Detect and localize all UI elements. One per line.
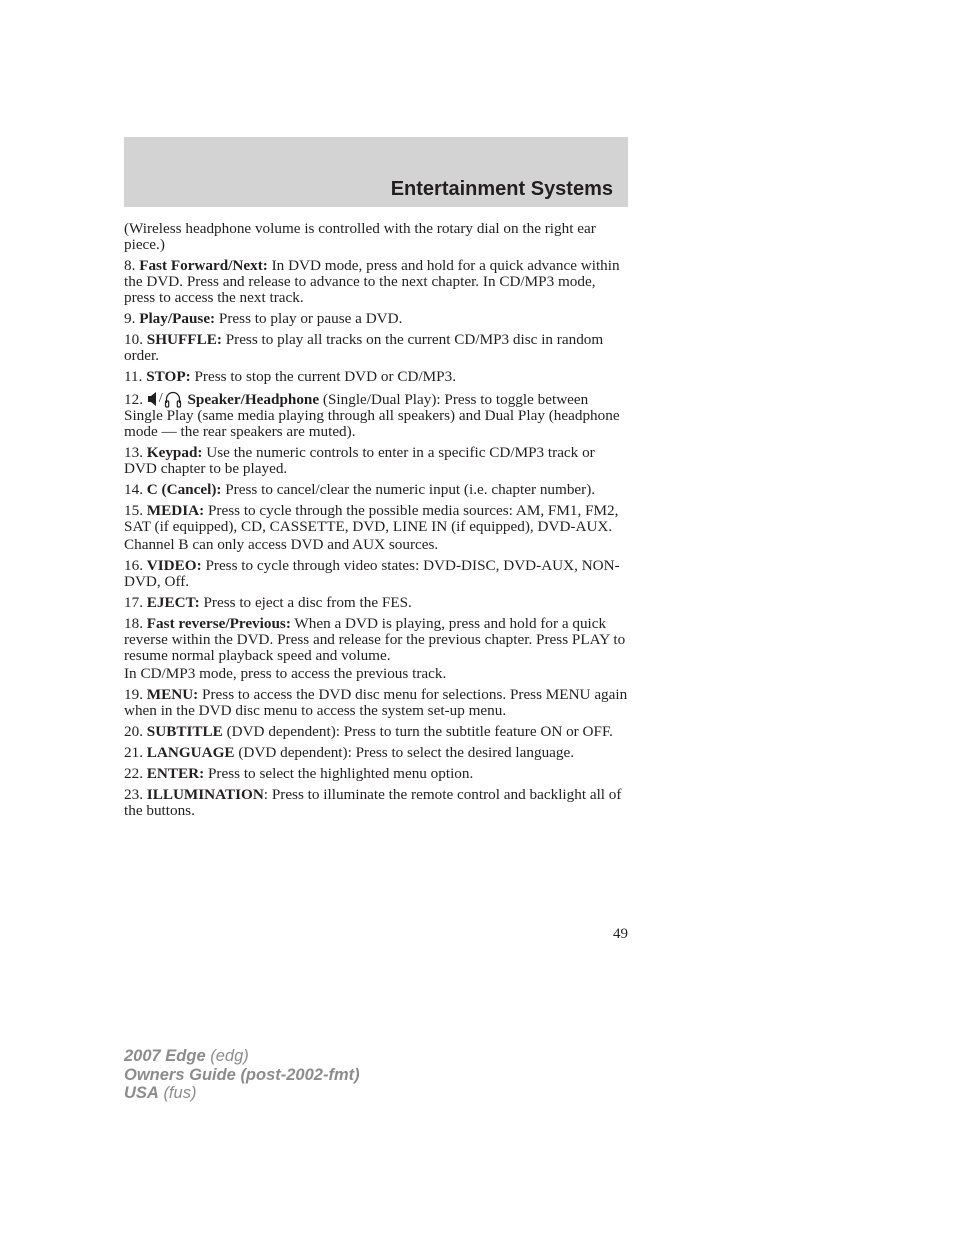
list-item-10: 10. SHUFFLE: Press to play all tracks on the current CD/MP3 disc in random order.: [124, 330, 604, 364]
item-label: STOP:: [146, 367, 191, 385]
speaker-headphone-icons: [148, 390, 182, 408]
list-item-8: 8. Fast Forward/Next: In DVD mode, press and hold for a quick advance within the DVD. Press and release to advance to the next chapter. In CD/MP3 mode, press to access the next track.: [124, 256, 620, 306]
page-number: 49: [613, 926, 628, 942]
item-label: Keypad:: [146, 444, 203, 462]
list-item-19: 19. MENU: Press to access the DVD disc menu for selections. Press MENU again when in the DVD disc menu to access the system set-up menu.: [124, 685, 628, 719]
list-item-15: 15. MEDIA: Press to cycle through the possible media sources: AM, FM1, FM2, SAT (if equipped), CD, CASSETTE, DVD, LINE IN (if equipped), DVD-AUX.: [124, 502, 619, 536]
intro-paragraph: (Wireless headphone volume is controlled with the rotary dial on the right ear piece.): [124, 220, 596, 253]
item-label: ILLUMINATION: [146, 786, 264, 804]
document-footer: [124, 1047, 360, 1103]
list-item-21: 21. LANGUAGE (DVD dependent): Press to select the desired language.: [124, 743, 575, 761]
footer-line-1: 2007 Edge (edg): [124, 1047, 249, 1065]
list-item-14: 14. C (Cancel): Press to cancel/clear the numeric input (i.e. chapter number).: [124, 481, 596, 499]
item-label: C (Cancel):: [146, 481, 222, 499]
page-content: [124, 221, 630, 824]
list-item-20: 20. SUBTITLE (DVD dependent): Press to turn the subtitle feature ON or OFF.: [124, 722, 613, 740]
list-item-11: 11. STOP: Press to stop the current DVD or CD/MP3.: [124, 367, 457, 385]
list-item-16: 16. VIDEO: Press to cycle through video states: DVD-DISC, DVD-AUX, NON-DVD, Off.: [124, 557, 620, 590]
item-label: Play/Pause:: [139, 309, 216, 327]
item-label: SHUFFLE:: [146, 330, 222, 348]
item-label: Fast Forward/Next:: [139, 256, 268, 274]
item-label: Speaker/Headphone: [187, 391, 320, 409]
list-item-12: 12. / Speaker/Headphone (Single/Dual Play): Press to toggle between Single Play (same media playing through all speakers) and Dual Play (headphone mode — the rear speakers are muted).: [124, 391, 620, 440]
speaker-icon: [148, 391, 158, 407]
section-header: [124, 137, 628, 207]
headphone-icon: [164, 390, 182, 408]
list-item-13: 13. Keypad: Use the numeric controls to enter in a specific CD/MP3 track or DVD chapter to be played.: [124, 444, 595, 477]
list-item-23: 23. ILLUMINATION: Press to illuminate the remote control and backlight all of the buttons.: [124, 786, 622, 820]
icon-separator: /: [158, 391, 163, 407]
list-item-17: 17. EJECT: Press to eject a disc from the FES.: [124, 594, 412, 612]
list-item-18-note: In CD/MP3 mode, press to access the previous track.: [124, 664, 447, 682]
list-item-15-note: Channel B can only access DVD and AUX sources.: [124, 535, 439, 553]
item-label: SUBTITLE: [146, 722, 223, 740]
footer-line-3: USA (fus): [124, 1084, 197, 1102]
item-label: MEDIA:: [146, 502, 205, 520]
list-item-9: 9. Play/Pause: Press to play or pause a DVD.: [124, 309, 403, 327]
item-label: ENTER:: [146, 765, 205, 783]
item-label: MENU:: [146, 685, 199, 703]
footer-line-2: Owners Guide (post-2002-fmt): [124, 1065, 360, 1084]
item-label: EJECT:: [146, 594, 200, 612]
item-label: LANGUAGE: [146, 743, 235, 761]
section-title: Entertainment Systems: [390, 178, 613, 200]
item-label: VIDEO:: [146, 557, 202, 575]
list-item-18: 18. Fast reverse/Previous: When a DVD is playing, press and hold for a quick reverse within the DVD. Press and release for the previous chapter. Press PLAY to resume normal playback speed and volume.: [124, 615, 626, 664]
list-item-22: 22. ENTER: Press to select the highlighted menu option.: [124, 765, 474, 783]
item-label: Fast reverse/Previous:: [146, 615, 291, 633]
